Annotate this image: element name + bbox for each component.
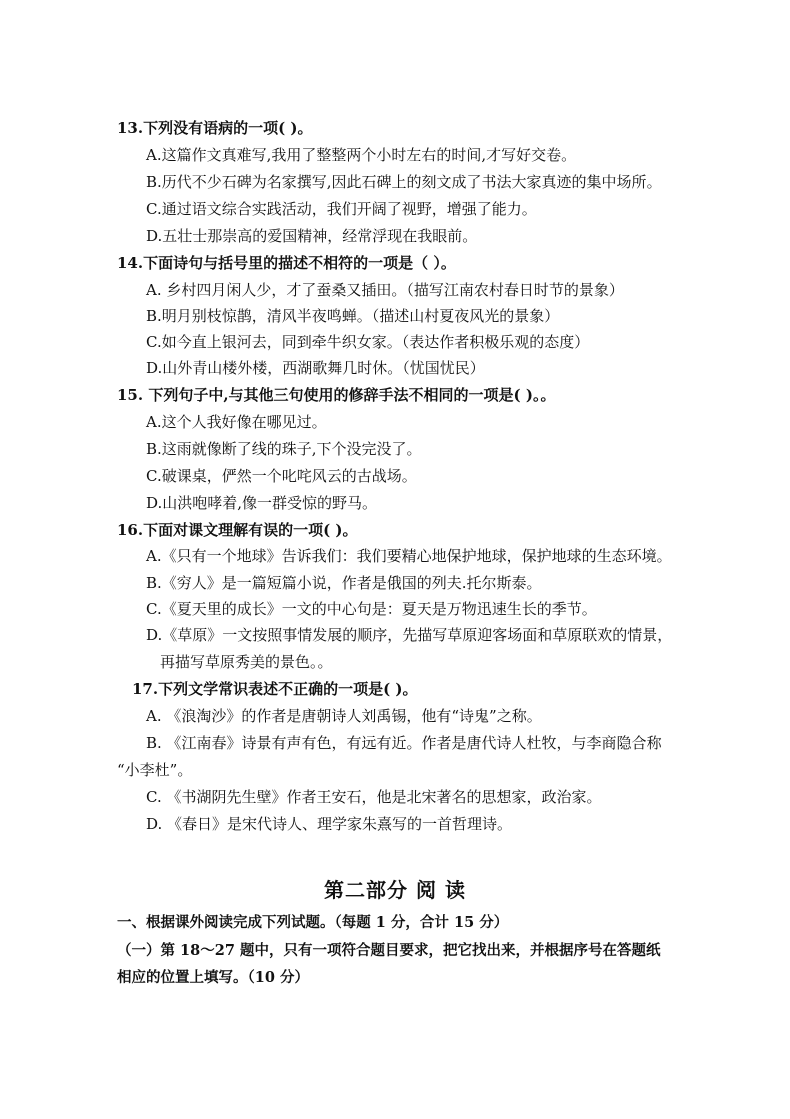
q13-option-c: C.通过语文综合实践活动，我们开阔了视野，增强了能力。 [146, 200, 537, 218]
subsection1-instructions-line2: 相应的位置上填写。（10 分） [117, 969, 309, 986]
q17-option-b: B. 《江南春》诗景有声有色，有远有近。作者是唐代诗人杜牧，与李商隐合称 [146, 734, 662, 752]
q16-option-b: B.《穷人》是一篇短篇小说，作者是俄国的列夫.托尔斯泰。 [146, 574, 542, 592]
q14-option-c: C.如今直上银河去，同到牵牛织女家。（表达作者积极乐观的态度） [146, 333, 590, 351]
q13-option-a: A.这篇作文真难写,我用了整整两个小时左右的时间,才写好交卷。 [146, 146, 577, 164]
q14-option-a: A. 乡村四月闲人少，才了蚕桑又插田。（描写江南农村春日时节的景象） [146, 281, 624, 299]
q16-option-c: C.《夏天里的成长》一文的中心句是：夏天是万物迅速生长的季节。 [146, 600, 597, 618]
q17-stem: 17.下列文学常识表述不正确的一项是( )。 [132, 680, 418, 698]
q16-option-a: A.《只有一个地球》告诉我们：我们要精心地保护地球，保护地球的生态环境。 [146, 547, 672, 565]
part2-title: 第二部分 阅 读 [324, 878, 466, 902]
q17-option-b-continued: “小李杜”。 [117, 761, 193, 779]
q17-option-d: D. 《春日》是宋代诗人、理学家朱熹写的一首哲理诗。 [146, 815, 513, 833]
q13-option-d: D.五壮士那崇高的爱国精神，经常浮现在我眼前。 [146, 227, 478, 245]
q15-option-c: C.破课桌，俨然一个叱咤风云的古战场。 [146, 467, 417, 485]
subsection1-instructions-line1: （一）第 18～27 题中，只有一项符合题目要求，把它找出来，并根据序号在答题纸 [117, 942, 661, 959]
section1-heading: 一、根据课外阅读完成下列试题。（每题 1 分，合计 15 分） [117, 914, 509, 931]
q13-option-b: B.历代不少石碑为名家撰写,因此石碑上的刻文成了书法大家真迹的集中场所。 [146, 173, 662, 191]
q14-stem: 14.下面诗句与括号里的描述不相符的一项是（ ）。 [117, 254, 456, 272]
q14-option-d: D.山外青山楼外楼，西湖歌舞几时休。（忧国忧民） [146, 359, 485, 377]
q15-option-a: A.这个人我好像在哪见过。 [146, 413, 327, 431]
q15-option-b: B.这雨就像断了线的珠子,下个没完没了。 [146, 440, 422, 458]
q16-stem: 16.下面对课文理解有误的一项( )。 [117, 521, 358, 539]
q13-stem: 13.下列没有语病的一项( )。 [117, 119, 313, 137]
q15-option-d: D.山洪咆哮着,像一群受惊的野马。 [146, 494, 378, 512]
q16-option-d: D.《草原》一文按照事情发展的顺序，先描写草原迎客场面和草原联欢的情景， [146, 626, 673, 644]
q15-stem: 15. 下列句子中,与其他三句使用的修辞手法不相同的一项是( )。。 [117, 386, 556, 404]
q16-option-d-continued: 再描写草原秀美的景色。。 [160, 653, 333, 671]
q17-option-c: C. 《书湖阴先生壁》作者王安石，他是北宋著名的思想家，政治家。 [146, 788, 602, 806]
q17-option-a: A. 《浪淘沙》的作者是唐朝诗人刘禹锡，他有“诗鬼”之称。 [146, 707, 542, 725]
q14-option-b: B.明月别枝惊鹊，清风半夜鸣蝉。（描述山村夏夜风光的景象） [146, 307, 560, 325]
